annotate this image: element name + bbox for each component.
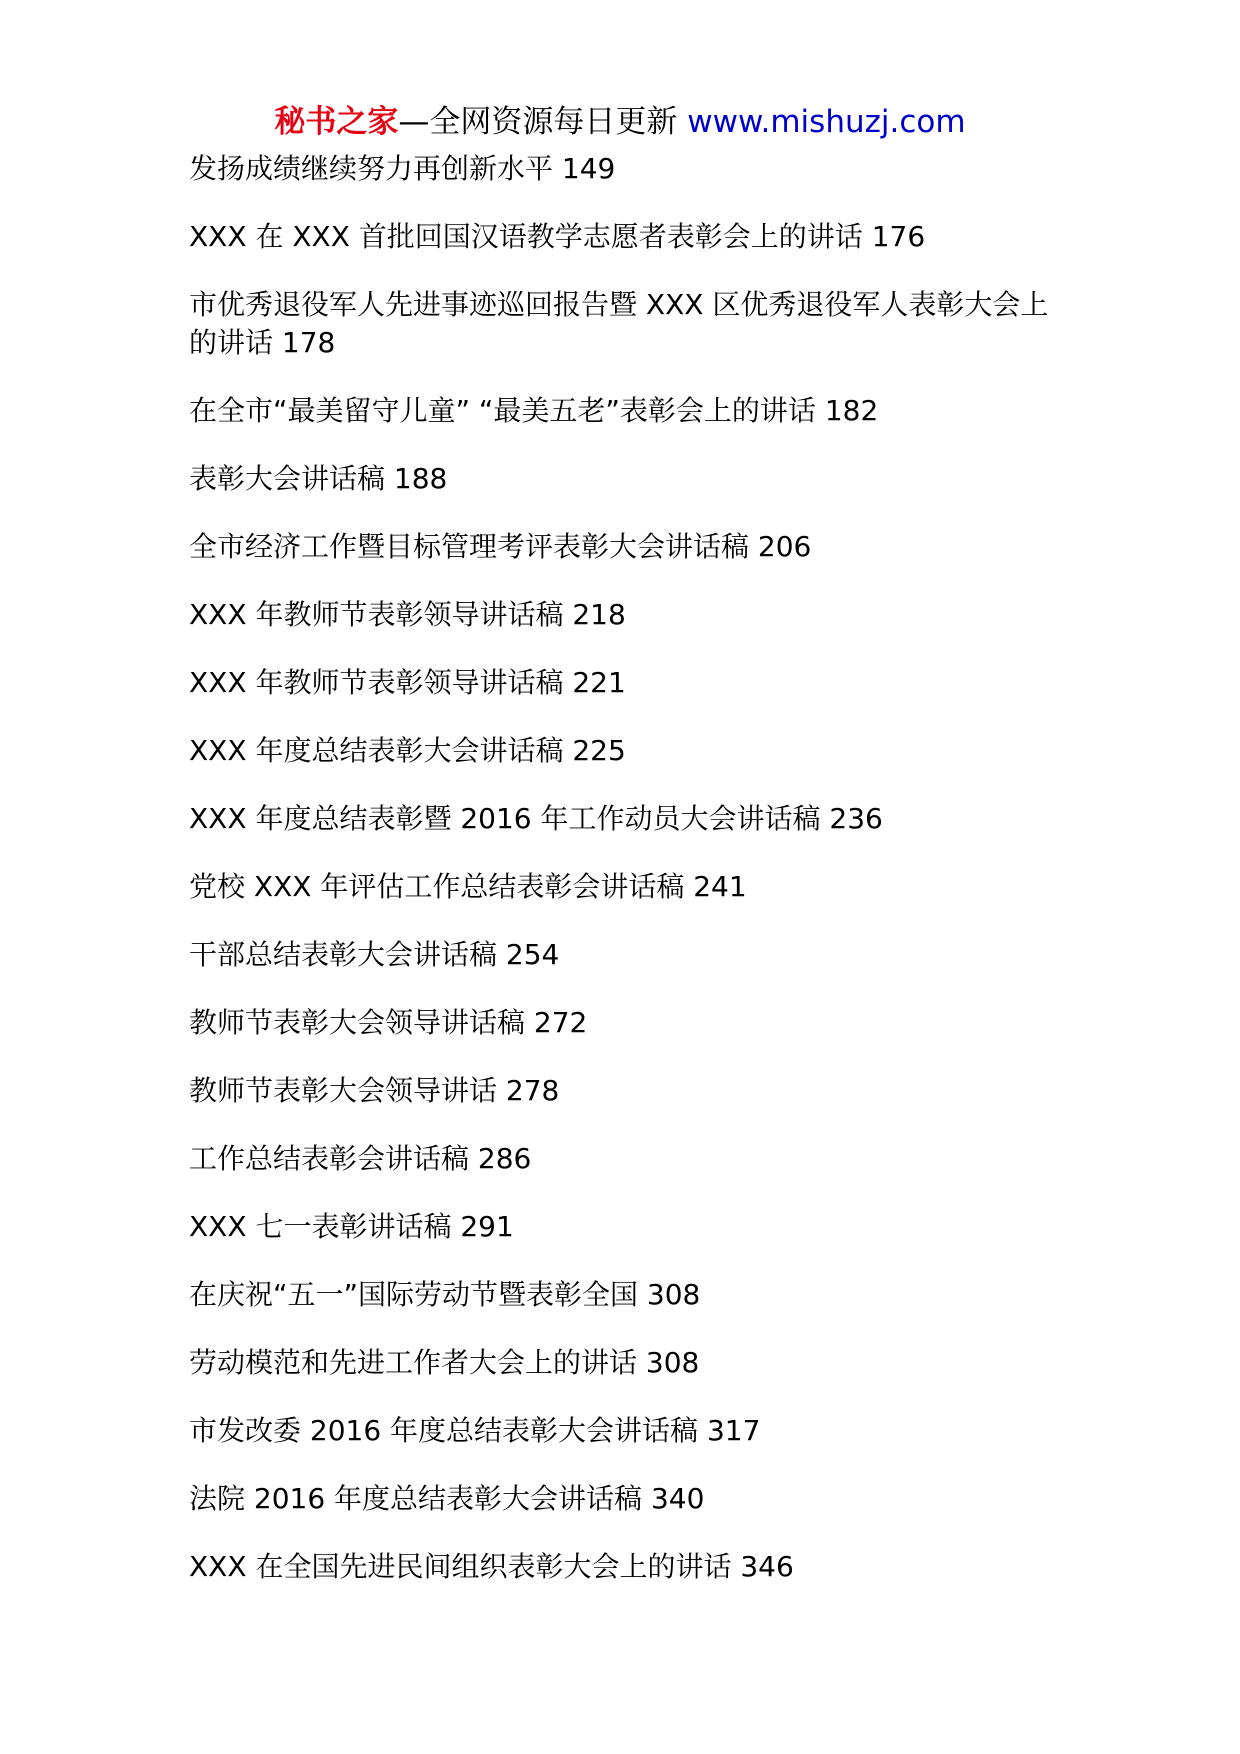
table-of-contents <box>189 150 1069 1616</box>
toc-entry: 干部总结表彰大会讲话稿 254 <box>189 938 560 971</box>
toc-entry: XXX 年度总结表彰暨 2016 年工作动员大会讲话稿 236 <box>189 802 883 835</box>
toc-entry: XXX 年教师节表彰领导讲话稿 218 <box>189 598 626 631</box>
toc-entry: 教师节表彰大会领导讲话稿 272 <box>189 1006 588 1039</box>
toc-entry: 法院 2016 年度总结表彰大会讲话稿 340 <box>189 1482 705 1515</box>
toc-entry: 工作总结表彰会讲话稿 286 <box>189 1142 532 1175</box>
toc-entry: 发扬成绩继续努力再创新水平 149 <box>189 152 616 185</box>
toc-entry: 市优秀退役军人先进事迹巡回报告暨 XXX 区优秀退役军人表彰大会上的讲话 178 <box>189 288 1049 359</box>
toc-entry: 在全市“最美留守儿童” “最美五老”表彰会上的讲话 182 <box>189 394 879 427</box>
brand-name: 秘书之家 <box>274 104 399 140</box>
toc-entry: 表彰大会讲话稿 188 <box>189 462 448 495</box>
toc-entry: XXX 年教师节表彰领导讲话稿 221 <box>189 666 626 699</box>
toc-entry: 党校 XXX 年评估工作总结表彰会讲话稿 241 <box>189 870 747 903</box>
header-tagline: —全网资源每日更新 <box>398 104 688 140</box>
toc-entry: XXX 在全国先进民间组织表彰大会上的讲话 346 <box>189 1550 794 1583</box>
toc-entry: 教师节表彰大会领导讲话 278 <box>189 1074 560 1107</box>
toc-entry: 在庆祝“五一”国际劳动节暨表彰全国 308 <box>189 1278 701 1311</box>
toc-entry: 全市经济工作暨目标管理考评表彰大会讲话稿 206 <box>189 530 812 563</box>
page-header <box>0 102 1240 142</box>
toc-entry: XXX 在 XXX 首批回国汉语教学志愿者表彰会上的讲话 176 <box>189 220 926 253</box>
site-url-link[interactable]: www.mishuzj.com <box>687 104 966 140</box>
toc-entry: 市发改委 2016 年度总结表彰大会讲话稿 317 <box>189 1414 761 1447</box>
toc-entry: XXX 年度总结表彰大会讲话稿 225 <box>189 734 626 767</box>
toc-entry: 劳动模范和先进工作者大会上的讲话 308 <box>189 1346 700 1379</box>
toc-entry: XXX 七一表彰讲话稿 291 <box>189 1210 514 1243</box>
